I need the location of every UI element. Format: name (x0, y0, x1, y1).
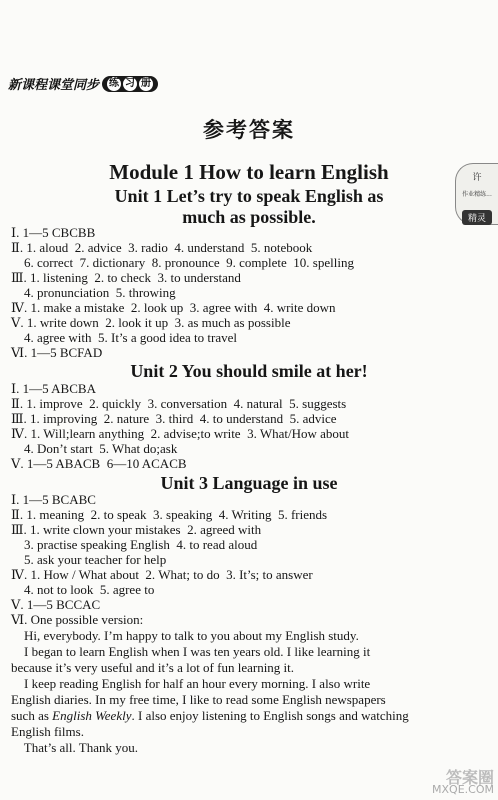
unit-1-title-line-2: much as possible. (182, 207, 316, 227)
answer-line: 3. practise speaking English 4. to read aloud (11, 537, 258, 552)
watermark-url: MXQE.COM (432, 783, 494, 796)
answer-line: Ⅴ. 1—5 BCCAC (11, 597, 101, 612)
series-header (8, 74, 158, 93)
watermark (432, 768, 494, 796)
answer-line: Ⅳ. 1. Will;learn anything 2. advise;to write 3. What/How about (11, 426, 350, 441)
answer-line: Ⅱ. 1. meaning 2. to speak 3. speaking 4. Writing 5. friends (11, 507, 328, 522)
answer-line: Ⅲ. 1. write clown your mistakes 2. agreed with (11, 522, 262, 537)
answer-line: Ⅲ. 1. listening 2. to check 3. to understand (11, 270, 241, 285)
answer-line: Ⅱ. 1. aloud 2. advice 3. radio 4. understand 5. notebook (11, 240, 313, 255)
answer-line: Ⅰ. 1—5 ABCBA (11, 381, 96, 396)
answer-line: 5. ask your teacher for help (11, 552, 167, 567)
workbook-badge (102, 76, 158, 92)
unit-2-title: Unit 2 You should smile at her! (130, 361, 368, 381)
badge-char: 练 (109, 77, 120, 89)
answer-line: Ⅱ. 1. improve 2. quickly 3. conversation 4. natural 5. suggests (11, 396, 347, 411)
answers-title: 参考答案 (203, 118, 295, 142)
answer-line: 4. pronunciation 5. throwing (11, 285, 176, 300)
essay-line: Hi, everybody. I’m happy to talk to you about my English study. (11, 628, 359, 643)
side-tab-top: 许 (472, 173, 482, 183)
answer-line: Ⅰ. 1—5 CBCBB (11, 225, 96, 240)
unit-3-title: Unit 3 Language in use (160, 473, 338, 493)
essay-line: I keep reading English for half an hour every morning. I also write (11, 676, 371, 691)
essay-line (11, 708, 409, 723)
badge-char: 册 (141, 77, 152, 89)
answer-line: 4. agree with 5. It’s a good idea to travel (11, 330, 237, 345)
side-tab-bottom: 精灵 (462, 210, 492, 225)
answer-line: 4. not to look 5. agree to (11, 582, 155, 597)
essay-line: English diaries. In my free time, I like to read some English newspapers (11, 692, 386, 707)
essay-text: such as (11, 708, 53, 723)
side-tab-middle: 作业精练... (462, 191, 492, 198)
answer-line: Ⅳ. 1. make a mistake 2. look up 3. agree with 4. write down (11, 300, 336, 315)
unit-1-title-line-1: Unit 1 Let’s try to speak English as (114, 186, 384, 206)
answer-line: Ⅴ. 1—5 ABACB 6—10 ACACB (11, 456, 187, 471)
module-title: Module 1 How to learn English (109, 160, 389, 184)
answer-line: 6. correct 7. dictionary 8. pronounce 9. complete 10. spelling (11, 255, 354, 270)
essay-text: . I also enjoy listening to English songs and watching (131, 708, 409, 723)
watermark-logo: 答案圈 (445, 768, 494, 787)
answer-line: Ⅵ. 1—5 BCFAD (11, 345, 103, 360)
series-title: 新课程课堂同步 (8, 78, 100, 93)
answer-line: Ⅰ. 1—5 BCABC (11, 492, 96, 507)
answer-line: Ⅵ. One possible version: (11, 612, 144, 627)
answer-line: Ⅲ. 1. improving 2. nature 3. third 4. to understand 5. advice (11, 411, 337, 426)
badge-char: 习 (125, 77, 136, 89)
newspaper-title: English Weekly (52, 708, 132, 723)
answer-line: 4. Don’t start 5. What do;ask (11, 441, 178, 456)
essay-line: English films. (11, 724, 84, 739)
answer-line: Ⅴ. 1. write down 2. look it up 3. as much as possible (11, 315, 291, 330)
essay-line: because it’s very useful and it’s a lot of fun learning it. (11, 660, 295, 675)
essay-line: I began to learn English when I was ten years old. I like learning it (11, 644, 371, 659)
answer-line: Ⅳ. 1. How / What about 2. What; to do 3. It’s; to answer (11, 567, 313, 582)
essay-line: That’s all. Thank you. (11, 740, 138, 755)
